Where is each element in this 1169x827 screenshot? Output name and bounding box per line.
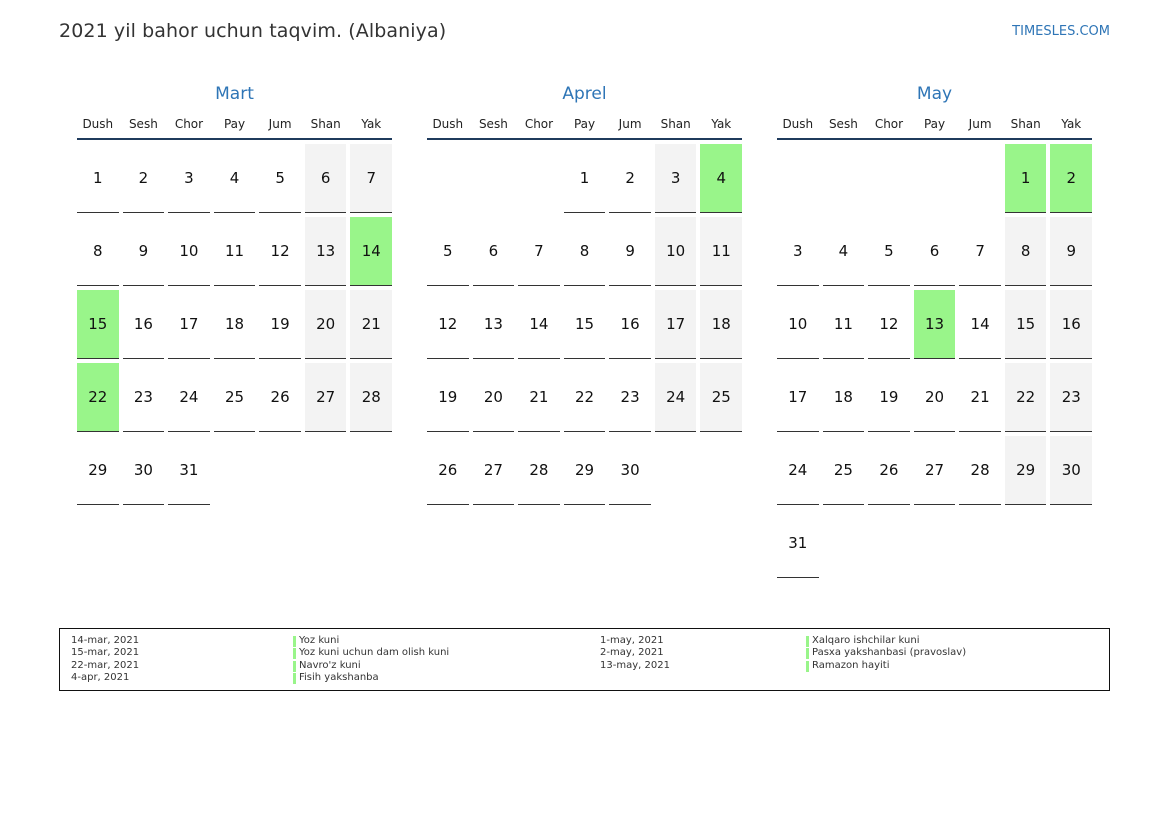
day-cell: 26 xyxy=(868,436,910,505)
day-cell: 20 xyxy=(305,290,347,359)
day-cell: 18 xyxy=(823,363,865,432)
site-link[interactable]: TIMESLES.COM xyxy=(1012,24,1110,39)
day-cell: 8 xyxy=(77,217,119,286)
holiday-day-cell: 15 xyxy=(77,290,119,359)
day-cell: 17 xyxy=(168,290,210,359)
legend-holiday-name: Yoz kuni xyxy=(293,635,449,647)
weekday-label: Yak xyxy=(1061,117,1082,131)
week-row xyxy=(77,290,392,363)
week-row xyxy=(777,509,1092,582)
day-cell: 24 xyxy=(777,436,819,505)
day-cell: 30 xyxy=(1050,436,1092,505)
day-cell: 16 xyxy=(123,290,165,359)
legend-date: 1-may, 2021 xyxy=(600,635,664,646)
legend-holiday-name: Pasxa yakshanbasi (pravoslav) xyxy=(806,647,966,659)
day-cell: 7 xyxy=(518,217,560,286)
day-cell: 10 xyxy=(655,217,697,286)
day-cell: 22 xyxy=(1005,363,1047,432)
day-cell: 12 xyxy=(259,217,301,286)
legend-holiday-name: Yoz kuni uchun dam olish kuni xyxy=(293,647,449,659)
weekday-label: Pay xyxy=(923,117,946,131)
empty-day-cell xyxy=(350,436,392,505)
weekday-label: Yak xyxy=(711,117,732,131)
day-cell: 8 xyxy=(564,217,606,286)
day-cell: 16 xyxy=(609,290,651,359)
empty-day-cell xyxy=(700,436,742,505)
legend-holiday-name: Navro'z kuni xyxy=(293,660,449,672)
weekday-label: Chor xyxy=(874,117,904,131)
legend-holiday-name: Fisih yakshanba xyxy=(293,672,449,684)
week-row xyxy=(777,217,1092,290)
weeks-grid xyxy=(77,144,392,509)
day-cell: 31 xyxy=(168,436,210,505)
day-cell: 21 xyxy=(959,363,1001,432)
day-cell: 10 xyxy=(777,290,819,359)
empty-day-cell xyxy=(959,144,1001,213)
week-row xyxy=(777,436,1092,509)
weekday-label: Pay xyxy=(573,117,596,131)
day-cell: 15 xyxy=(1005,290,1047,359)
legend-names-left xyxy=(293,635,449,685)
holiday-legend xyxy=(59,628,1110,691)
empty-day-cell xyxy=(777,144,819,213)
day-cell: 25 xyxy=(700,363,742,432)
weekday-label: Shan xyxy=(660,117,691,131)
weekday-label: Pay xyxy=(223,117,246,131)
legend-dates-right xyxy=(600,635,670,672)
empty-day-cell xyxy=(823,509,865,578)
day-cell: 26 xyxy=(427,436,469,505)
legend-date: 15-mar, 2021 xyxy=(71,647,140,659)
legend-date: 13-may, 2021 xyxy=(600,659,670,671)
day-cell: 15 xyxy=(564,290,606,359)
day-cell: 31 xyxy=(777,509,819,578)
day-cell: 29 xyxy=(1005,436,1047,505)
month-may xyxy=(777,82,1092,582)
empty-day-cell xyxy=(1005,509,1047,578)
day-cell: 7 xyxy=(959,217,1001,286)
day-cell: 11 xyxy=(214,217,256,286)
weekday-label: Sesh xyxy=(828,117,858,131)
weekday-label: Chor xyxy=(524,117,554,131)
empty-day-cell xyxy=(214,436,256,505)
empty-day-cell xyxy=(305,436,347,505)
week-row xyxy=(777,290,1092,363)
day-cell: 14 xyxy=(959,290,1001,359)
day-cell: 5 xyxy=(259,144,301,213)
weekday-header xyxy=(777,114,1092,140)
empty-day-cell xyxy=(914,144,956,213)
month-name: Aprel xyxy=(562,84,607,104)
week-row xyxy=(427,144,742,217)
day-cell: 2 xyxy=(609,144,651,213)
weekday-label: Dush xyxy=(432,117,464,131)
legend-dates-left xyxy=(71,635,139,685)
weekday-label: Chor xyxy=(174,117,204,131)
empty-day-cell xyxy=(823,144,865,213)
legend-date: 4-apr, 2021 xyxy=(71,672,130,684)
holiday-day-cell: 22 xyxy=(77,363,119,432)
empty-day-cell xyxy=(518,144,560,213)
week-row xyxy=(427,217,742,290)
weekday-label: Jum xyxy=(968,117,992,131)
empty-day-cell xyxy=(655,436,697,505)
day-cell: 27 xyxy=(473,436,515,505)
day-cell: 12 xyxy=(868,290,910,359)
day-cell: 23 xyxy=(123,363,165,432)
empty-day-cell xyxy=(868,144,910,213)
weekday-header xyxy=(77,114,392,140)
day-cell: 1 xyxy=(77,144,119,213)
weekday-label: Sesh xyxy=(128,117,158,131)
day-cell: 25 xyxy=(214,363,256,432)
day-cell: 13 xyxy=(473,290,515,359)
weekday-label: Sesh xyxy=(478,117,508,131)
day-cell: 27 xyxy=(914,436,956,505)
day-cell: 18 xyxy=(214,290,256,359)
day-cell: 14 xyxy=(518,290,560,359)
day-cell: 11 xyxy=(700,217,742,286)
empty-day-cell xyxy=(959,509,1001,578)
day-cell: 23 xyxy=(609,363,651,432)
weekday-header xyxy=(427,114,742,140)
day-cell: 19 xyxy=(868,363,910,432)
day-cell: 29 xyxy=(77,436,119,505)
day-cell: 22 xyxy=(564,363,606,432)
day-cell: 9 xyxy=(609,217,651,286)
empty-day-cell xyxy=(473,144,515,213)
holiday-day-cell: 4 xyxy=(700,144,742,213)
empty-day-cell xyxy=(427,144,469,213)
day-cell: 4 xyxy=(823,217,865,286)
week-row xyxy=(777,363,1092,436)
day-cell: 3 xyxy=(655,144,697,213)
week-row xyxy=(777,144,1092,217)
holiday-day-cell: 2 xyxy=(1050,144,1092,213)
day-cell: 6 xyxy=(914,217,956,286)
empty-day-cell xyxy=(259,436,301,505)
weekday-label: Shan xyxy=(310,117,341,131)
day-cell: 25 xyxy=(823,436,865,505)
day-cell: 5 xyxy=(427,217,469,286)
empty-day-cell xyxy=(1050,509,1092,578)
day-cell: 24 xyxy=(655,363,697,432)
day-cell: 9 xyxy=(1050,217,1092,286)
day-cell: 3 xyxy=(777,217,819,286)
day-cell: 21 xyxy=(518,363,560,432)
day-cell: 26 xyxy=(259,363,301,432)
day-cell: 20 xyxy=(473,363,515,432)
day-cell: 4 xyxy=(214,144,256,213)
month-march xyxy=(77,82,392,509)
day-cell: 5 xyxy=(868,217,910,286)
month-name: Mart xyxy=(215,84,254,104)
week-row xyxy=(77,363,392,436)
week-row xyxy=(77,217,392,290)
day-cell: 28 xyxy=(518,436,560,505)
day-cell: 23 xyxy=(1050,363,1092,432)
day-cell: 11 xyxy=(823,290,865,359)
weekday-label: Dush xyxy=(82,117,114,131)
holiday-day-cell: 1 xyxy=(1005,144,1047,213)
day-cell: 24 xyxy=(168,363,210,432)
weekday-label: Shan xyxy=(1010,117,1041,131)
day-cell: 12 xyxy=(427,290,469,359)
day-cell: 2 xyxy=(123,144,165,213)
day-cell: 6 xyxy=(305,144,347,213)
day-cell: 29 xyxy=(564,436,606,505)
week-row xyxy=(77,436,392,509)
day-cell: 17 xyxy=(655,290,697,359)
legend-holiday-name: Xalqaro ishchilar kuni xyxy=(806,635,966,647)
day-cell: 13 xyxy=(305,217,347,286)
weekday-label: Yak xyxy=(361,117,382,131)
day-cell: 21 xyxy=(350,290,392,359)
day-cell: 30 xyxy=(123,436,165,505)
legend-holiday-name: Ramazon hayiti xyxy=(806,660,966,672)
empty-day-cell xyxy=(914,509,956,578)
empty-day-cell xyxy=(868,509,910,578)
day-cell: 9 xyxy=(123,217,165,286)
weekday-label: Dush xyxy=(782,117,814,131)
legend-names-right xyxy=(806,635,966,672)
day-cell: 10 xyxy=(168,217,210,286)
day-cell: 27 xyxy=(305,363,347,432)
weekday-label: Jum xyxy=(618,117,642,131)
day-cell: 19 xyxy=(259,290,301,359)
day-cell: 8 xyxy=(1005,217,1047,286)
day-cell: 7 xyxy=(350,144,392,213)
legend-date: 14-mar, 2021 xyxy=(71,635,140,646)
day-cell: 28 xyxy=(350,363,392,432)
day-cell: 6 xyxy=(473,217,515,286)
day-cell: 28 xyxy=(959,436,1001,505)
legend-date: 22-mar, 2021 xyxy=(71,659,140,671)
day-cell: 20 xyxy=(914,363,956,432)
day-cell: 30 xyxy=(609,436,651,505)
week-row xyxy=(427,290,742,363)
month-april xyxy=(427,82,742,509)
week-row xyxy=(427,436,742,509)
day-cell: 3 xyxy=(168,144,210,213)
week-row xyxy=(427,363,742,436)
day-cell: 18 xyxy=(700,290,742,359)
legend-date: 2-may, 2021 xyxy=(600,647,664,659)
weeks-grid xyxy=(427,144,742,509)
day-cell: 19 xyxy=(427,363,469,432)
holiday-day-cell: 13 xyxy=(914,290,956,359)
weeks-grid xyxy=(777,144,1092,582)
month-name: May xyxy=(916,84,953,104)
weekday-label: Jum xyxy=(268,117,292,131)
day-cell: 1 xyxy=(564,144,606,213)
day-cell: 16 xyxy=(1050,290,1092,359)
page-title: 2021 yil bahor uchun taqvim. (Albaniya) xyxy=(59,20,447,42)
week-row xyxy=(77,144,392,217)
holiday-day-cell: 14 xyxy=(350,217,392,286)
day-cell: 17 xyxy=(777,363,819,432)
